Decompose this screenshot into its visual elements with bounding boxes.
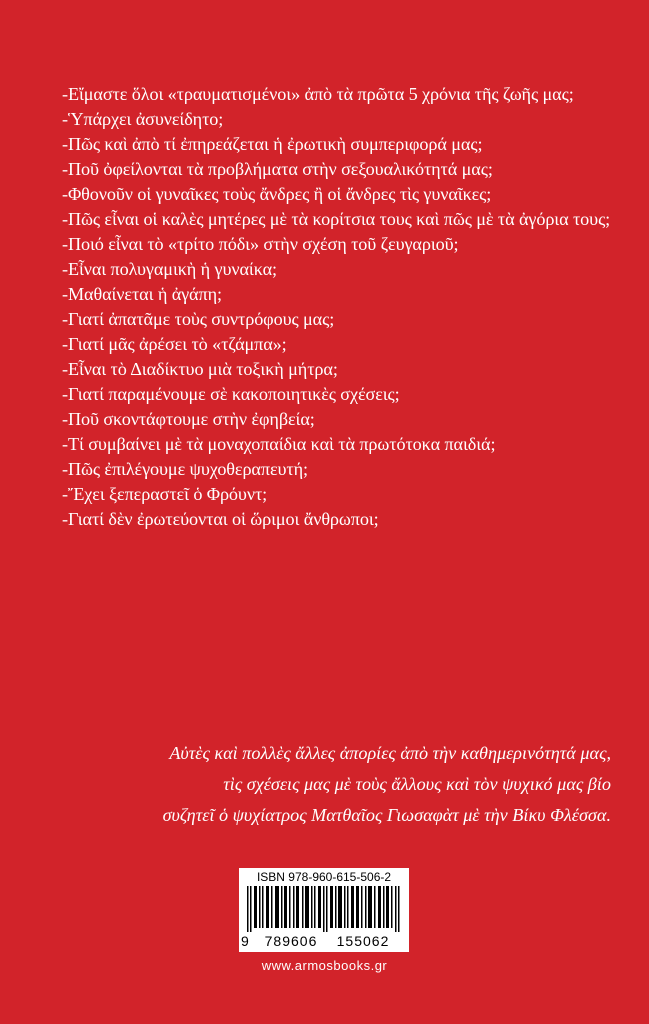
barcode-left-digits: 789606	[264, 933, 318, 949]
question-item: -Μαθαίνεται ἡ ἀγάπη;	[62, 284, 222, 304]
back-cover-blurb	[31, 738, 611, 831]
question-item: -Γιατί ἀπατᾶμε τοὺς συντρόφους μας;	[62, 309, 335, 329]
question-item: -Γιατί δὲν ἐρωτεύονται οἱ ὥριμοι ἄνθρωποι;	[62, 509, 379, 529]
question-item: -Ἔχει ξεπεραστεῖ ὁ Φρόυντ;	[62, 484, 268, 504]
barcode-bars	[247, 886, 403, 932]
question-item: -Ποιό εἶναι τὸ «τρίτο πόδι» στὴν σχέση τοῦ ζευγαριοῦ;	[62, 234, 459, 254]
question-item: -Ὑπάρχει ἀσυνείδητο;	[62, 109, 224, 129]
question-item: -Φθονοῦν οἱ γυναῖκες τοὺς ἄνδρες ἢ οἱ ἄνδρες τὶς γυναῖκες;	[62, 184, 492, 204]
isbn-text: ISBN 978-960-615-506-2	[256, 870, 392, 884]
question-item: -Γιατί μᾶς ἀρέσει τὸ «τζάμπα»;	[62, 334, 287, 354]
question-item: -Πῶς καὶ ἀπὸ τί ἐπηρεάζεται ἡ ἐρωτικὴ συμπεριφορά μας;	[62, 134, 483, 154]
question-item: -Ποῦ ὀφείλονται τὰ προβλήματα στὴν σεξουαλικότητά μας;	[62, 159, 493, 179]
publisher-website: www.armosbooks.gr	[261, 958, 388, 973]
isbn-barcode	[239, 868, 409, 952]
barcode-right-digits: 155062	[336, 933, 390, 949]
blurb-line: Αὐτὲς καὶ πολλὲς ἄλλες ἀπορίες ἀπὸ τὴν καθημερινότητά μας,	[169, 743, 611, 763]
question-item: -Τί συμβαίνει μὲ τὰ μοναχοπαίδια καὶ τὰ πρωτότοκα παιδιά;	[62, 434, 496, 454]
question-item: -Πῶς εἶναι οἱ καλὲς μητέρες μὲ τὰ κορίτσια τους καὶ πῶς μὲ τὰ ἀγόρια τους;	[62, 209, 611, 229]
blurb-line: συζητεῖ ὁ ψυχίατρος Ματθαῖος Γιωσαφὰτ μὲ τὴν Βίκυ Φλέσσα.	[162, 805, 611, 825]
question-item: -Γιατί παραμένουμε σὲ κακοποιητικὲς σχέσεις;	[62, 384, 400, 404]
barcode-lead-digit: 9	[241, 933, 249, 949]
question-list	[62, 82, 622, 532]
question-item: -Εἶναι πολυγαμικὴ ἡ γυναίκα;	[62, 259, 277, 279]
question-item: -Εἴμαστε ὅλοι «τραυματισμένοι» ἀπὸ τὰ πρῶτα 5 χρόνια τῆς ζωῆς μας;	[62, 84, 574, 104]
blurb-line: τὶς σχέσεις μας μὲ τοὺς ἄλλους καὶ τὸν ψυχικό μας βίο	[223, 774, 611, 794]
question-item: -Πῶς ἐπιλέγουμε ψυχοθεραπευτή;	[62, 459, 308, 479]
question-item: -Ποῦ σκοντάφτουμε στὴν ἐφηβεία;	[62, 409, 315, 429]
question-item: -Εἶναι τὸ Διαδίκτυο μιὰ τοξικὴ μήτρα;	[62, 359, 338, 379]
